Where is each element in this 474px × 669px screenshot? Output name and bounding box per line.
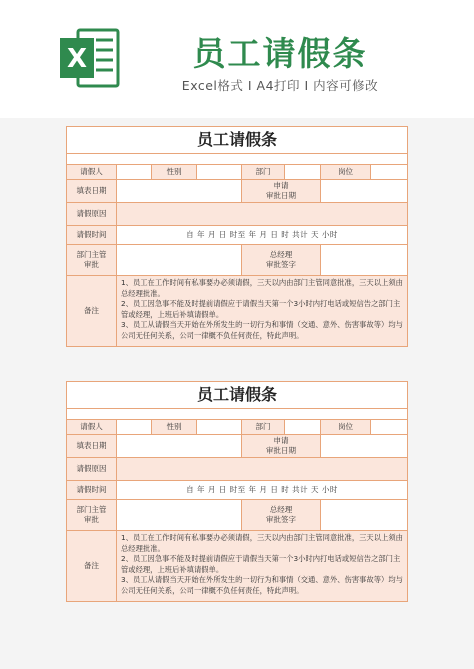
time-label: 请假时间 <box>67 226 117 244</box>
gm-approval-label: 总经理 审批签字 <box>242 500 321 530</box>
department-value[interactable] <box>285 420 321 434</box>
note-item: 3、员工从请假当天开始在外所发生的一切行为和事情（交通、意外、伤害事故等）均与公司无任何关系，公司一律概不负任何责任，特此声明。 <box>121 575 403 595</box>
notes-row <box>67 276 407 346</box>
date-row <box>67 435 407 458</box>
apply-date-value[interactable] <box>321 435 407 457</box>
info-row <box>67 165 407 180</box>
approval-row <box>67 245 407 276</box>
fill-date-label: 填表日期 <box>67 180 117 202</box>
notes-row <box>67 531 407 601</box>
reason-row <box>67 203 407 226</box>
reason-row <box>67 458 407 481</box>
gm-approval-label: 总经理 审批签字 <box>242 245 321 275</box>
gender-value[interactable] <box>197 165 242 179</box>
reason-label: 请假原因 <box>67 458 117 480</box>
spacer-row <box>67 409 407 420</box>
time-row <box>67 481 407 500</box>
gm-approval-value[interactable] <box>321 245 407 275</box>
dept-approval-value[interactable] <box>117 245 242 275</box>
page-title: 员工请假条 <box>192 34 368 73</box>
form-title: 员工请假条 <box>67 382 407 409</box>
apply-date-label: 申请 审批日期 <box>242 435 321 457</box>
notes-content <box>117 276 407 346</box>
note-item: 3、员工从请假当天开始在外所发生的一切行为和事情（交通、意外、伤害事故等）均与公司无任何关系，公司一律概不负任何责任，特此声明。 <box>121 320 403 340</box>
apply-date-value[interactable] <box>321 180 407 202</box>
reason-value[interactable] <box>117 203 407 225</box>
reason-value[interactable] <box>117 458 407 480</box>
position-label: 岗位 <box>321 165 371 179</box>
dept-approval-label: 部门主管 审批 <box>67 500 117 530</box>
reason-label: 请假原因 <box>67 203 117 225</box>
note-item: 1、员工在工作时间有私事要办必须请假，三天以内由部门主管同意批准，三天以上须由总经理批准。 <box>121 533 403 553</box>
gm-approval-value[interactable] <box>321 500 407 530</box>
position-label: 岗位 <box>321 420 371 434</box>
fill-date-value[interactable] <box>117 180 242 202</box>
gender-label: 性别 <box>152 420 197 434</box>
notes-content <box>117 531 407 601</box>
time-value[interactable]: 自 年 月 日 时至 年 月 日 时 共计 天 小时 <box>186 485 338 495</box>
time-row <box>67 226 407 245</box>
note-item: 1、员工在工作时间有私事要办必须请假，三天以内由部门主管同意批准，三天以上须由总经理批准。 <box>121 278 403 298</box>
notes-label: 备注 <box>67 276 117 346</box>
gender-value[interactable] <box>197 420 242 434</box>
notes-label: 备注 <box>67 531 117 601</box>
info-row <box>67 420 407 435</box>
dept-approval-value[interactable] <box>117 500 242 530</box>
requester-label: 请假人 <box>67 165 117 179</box>
position-value[interactable] <box>371 165 407 179</box>
requester-value[interactable] <box>117 420 152 434</box>
apply-date-label: 申请 审批日期 <box>242 180 321 202</box>
requester-label: 请假人 <box>67 420 117 434</box>
header-banner <box>0 0 474 118</box>
note-item: 2、员工因急事不能及时提前请假应于请假当天第一个3小时内打电话或短信告之部门主管或经理，上班后补填请假单。 <box>121 554 401 574</box>
date-row <box>67 180 407 203</box>
department-value[interactable] <box>285 165 321 179</box>
approval-row <box>67 500 407 531</box>
note-item: 2、员工因急事不能及时提前请假应于请假当天第一个3小时内打电话或短信告之部门主管或经理，上班后补填请假单。 <box>121 299 401 319</box>
requester-value[interactable] <box>117 165 152 179</box>
position-value[interactable] <box>371 420 407 434</box>
spacer-row <box>67 154 407 165</box>
form-title: 员工请假条 <box>67 127 407 154</box>
dept-approval-label: 部门主管 审批 <box>67 245 117 275</box>
gender-label: 性别 <box>152 165 197 179</box>
department-label: 部门 <box>242 165 285 179</box>
fill-date-label: 填表日期 <box>67 435 117 457</box>
leave-form-1 <box>66 126 408 347</box>
excel-icon <box>58 26 120 90</box>
page-subtitle: Excel格式 I A4打印 I 内容可修改 <box>181 78 379 93</box>
excel-icon-letter: X <box>66 44 88 74</box>
department-label: 部门 <box>242 420 285 434</box>
time-value[interactable]: 自 年 月 日 时至 年 月 日 时 共计 天 小时 <box>186 230 338 240</box>
fill-date-value[interactable] <box>117 435 242 457</box>
time-label: 请假时间 <box>67 481 117 499</box>
leave-form-2 <box>66 381 408 602</box>
